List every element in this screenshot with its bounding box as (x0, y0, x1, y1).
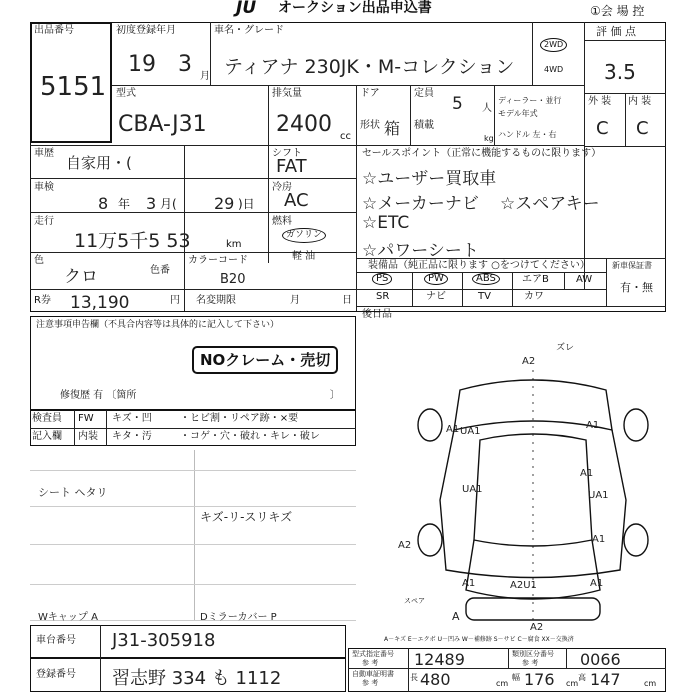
note-seat: シート ヘタリ (38, 486, 108, 499)
sales-point-1: ☆ユーザー買取車 (362, 169, 497, 189)
plate-number: 習志野 334 も 1112 (112, 668, 282, 689)
height-value: 147 (590, 670, 621, 689)
doors-label: ドア (360, 88, 380, 99)
aircon-value: AC (284, 190, 309, 211)
load-label: 積載 (414, 120, 434, 131)
inspection-year: 8 (98, 194, 109, 213)
ju-logo: JU (236, 0, 257, 18)
sales-point-3: ☆スペアキー (500, 194, 600, 214)
damage-legend: A－キズ E－エクボ U－凹み W－補修跡 S－サビ C－腐食 XX－交換済 (384, 636, 574, 643)
chassis-label: 車台番号 (36, 635, 76, 646)
fuel-diesel: 軽 油 (292, 251, 316, 262)
equip-leather: カワ (524, 291, 544, 302)
mileage-label: 走行 (34, 216, 54, 227)
handle-label: ハンドル 左・右 (498, 130, 557, 139)
lot-label: 出品番号 (34, 25, 74, 36)
usage-label: 車歴 (34, 148, 54, 159)
inspection-label: 車検 (34, 182, 54, 193)
equip-aw: AW (576, 274, 593, 285)
dealer-label: ディーラー・並行 (498, 96, 562, 105)
note-scratch: キズ-リ-スリキズ (200, 510, 293, 524)
evaluation-label: 評 価 点 (596, 25, 636, 38)
back-items-label: 後日品 (362, 309, 392, 320)
evaluation-score: 3.5 (604, 60, 636, 84)
warranty-value: 有・無 (620, 281, 653, 294)
recycle-label: R券 (34, 295, 51, 306)
car-name-value: ティアナ 230JK・M-コレクション (224, 56, 515, 78)
inspection-day: 29 (214, 194, 235, 213)
shift-label: シフト (272, 148, 302, 159)
sales-point-4: ☆ETC (362, 213, 410, 233)
interior-grade: C (636, 118, 649, 139)
aircon-label: 冷房 (272, 182, 292, 193)
note-wheelcap: Wキャップ A (38, 612, 98, 623)
displacement-label: 排気量 (272, 88, 302, 99)
drive-4wd: 4WD (544, 65, 564, 74)
exterior-grade: C (596, 118, 609, 139)
model-value: CBA-J31 (118, 112, 207, 137)
shape-label: 形状 (360, 120, 380, 131)
length-value: 480 (420, 670, 451, 689)
registration-year: 19 (128, 52, 156, 77)
registration-label: 初度登録年月 (116, 25, 176, 36)
shift-value: FAT (276, 156, 307, 177)
capacity-label: 定員 (414, 88, 434, 99)
usage-value: 自家用・( (66, 154, 132, 172)
shape-value: 箱 (384, 119, 401, 138)
inspection-month: 3 (146, 194, 157, 213)
color-code-hint: カラーコード (188, 255, 248, 266)
color-label: 色 (34, 255, 44, 266)
model-label: 型式 (116, 88, 136, 99)
venue-copy-label: ①会 場 控 (590, 4, 645, 18)
interior-label: 内 装 (628, 96, 652, 107)
color-number-label: 色番 (150, 265, 170, 276)
registration-month: 3 (178, 52, 192, 77)
drive-2wd-circled: 2WD (540, 38, 567, 52)
chassis-number: J31-305918 (112, 630, 216, 651)
fuel-label: 燃料 (272, 216, 292, 227)
recycle-value: 13,190 (70, 293, 130, 313)
plate-label: 登録番号 (36, 669, 76, 680)
model-year-label: モデル年式 (498, 109, 538, 118)
sales-points-label: セールスポイント（正常に機能するものに限ります） (362, 148, 602, 159)
sales-point-5: ☆パワーシート (362, 241, 479, 261)
equip-airbag: エアB (522, 274, 549, 285)
lot-number: 5151 (40, 72, 107, 102)
displacement-value: 2400 (276, 112, 332, 137)
auction-entry-sheet: JU オークション出品申込書 ①会 場 控 出品番号 5151 初度登録年月 19 3 月 車名・グレード ティアナ 230JK・M-コレクション 2WD 4WD 評 価 点 3.5 外 装 内 装 C C 型式 CBA-J31 排気量 2400 cc ドア 形状 箱 定員 5 人 積載 kg ディーラー・並行 モデル年式 ハンドル 左・右 車歴 自家用・( シフト FAT 車検 8 年 3 月( 29 )日 冷房 AC 走行 11万5千5 53 km 燃料 ガソリン 軽 油 色 クロ 色番 カラーコード B20 R券 13,190 円 名変期限 月 日 セールスポイント（正常に機能するものに限ります） ☆ユーザー買取車 ☆メーカーナビ ☆スペアキー ☆ETC ☆パワーシート 装備品（純正品に限ります ○をつけてください） PS PW ABS エアB AW SR ナビ TV カワ 新車保証書 有・無 後日品 注意事項申告欄（不具合内容等は具体的に記入して下さい） NOクレーム・売切 修復歴 有 〔箇所 〕 検査員 記入欄 FW キズ・凹 ・ヒビ割・リペア跡・×要 内装 キタ・汚 ・コゲ・穴・破れ・キレ・破レ シート ヘタリ キズ-リ-スリキズ Wキャップ A Dミラーカバー P ズレ A2 A1 A1 UA1 UA1 A1 UA1 A2 A1 A2U1 A1 A1 A2 A スペア A－キズ E－エクボ U－凹み W－補修跡 S－サビ C－腐食 XX－交換済 車台番号 J31-305918 登録番号 習志野 334 も 1112 型式指定番号 参 考 12489 類別区分番号 参 考 0066 自動車証明書 参 考 長 480 cm 幅 176 cm 高 147 cm (0, 0, 700, 700)
form-title: オークション出品申込書 (278, 0, 432, 16)
capacity-value: 5 (452, 94, 463, 114)
equip-abs: ABS (472, 273, 500, 285)
reg-limit-label: 名変期限 (196, 295, 236, 306)
no-claim-stamp: NOクレーム・売切 (192, 346, 338, 374)
equipment-label: 装備品（純正品に限ります ○をつけてください） (368, 260, 590, 271)
width-value: 176 (524, 670, 555, 689)
notes-label: 注意事項申告欄（不具合内容等は具体的に記入して下さい） (36, 320, 280, 330)
equip-ps: PS (372, 273, 392, 285)
color-code: B20 (220, 272, 246, 287)
type-designation-value: 12489 (414, 650, 465, 669)
sales-point-2: ☆メーカーナビ (362, 194, 479, 214)
equip-navi: ナビ (426, 291, 446, 302)
car-name-label: 車名・グレード (214, 25, 284, 36)
diagram-note-top: ズレ (556, 343, 575, 353)
mileage-value: 11万5千5 53 (74, 230, 191, 252)
repair-history: 修復歴 有 〔箇所 (60, 390, 137, 401)
warranty-label: 新車保証書 (612, 261, 652, 270)
note-mirror: Dミラーカバー P (200, 612, 277, 623)
equip-sr: SR (376, 291, 390, 302)
category-value: 0066 (580, 650, 621, 669)
entry-label: 記入欄 (32, 431, 62, 442)
inspector-label: 検査員 (32, 413, 62, 424)
color-value: クロ (64, 267, 98, 287)
exterior-label: 外 装 (588, 96, 612, 107)
equip-pw: PW (424, 273, 448, 285)
fuel-petrol-circled: ガソリン (282, 228, 326, 243)
equip-tv: TV (478, 291, 491, 302)
